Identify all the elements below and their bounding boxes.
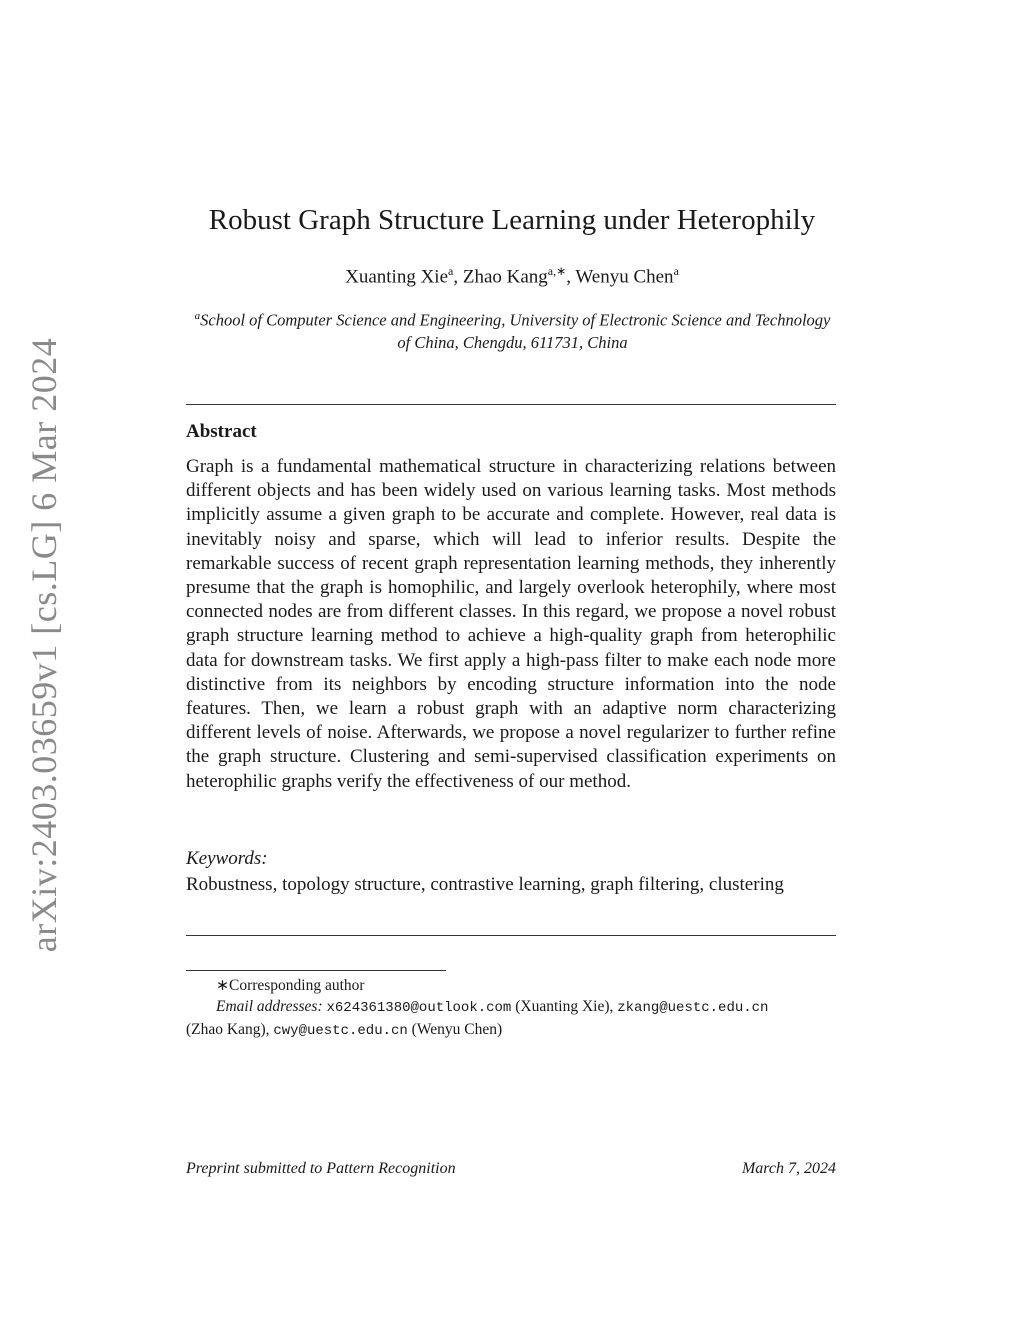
page-footer: [186, 1160, 836, 1178]
affiliation-mark: a: [194, 310, 201, 322]
corresponding-author-note: ∗Corresponding author: [216, 977, 365, 994]
email-note: [186, 996, 836, 1019]
email-note-continued: [186, 1019, 836, 1042]
author-affil-mark: a: [448, 264, 454, 278]
footnote-rule: [186, 970, 446, 971]
email-label: Email addresses:: [216, 998, 323, 1015]
email-address: cwy@uestc.edu.cn: [273, 1023, 408, 1039]
footer-journal: Preprint submitted to Pattern Recognition: [186, 1160, 456, 1177]
paper-title: Robust Graph Structure Learning under Heterophily: [208, 204, 816, 236]
author-name: Zhao Kang: [462, 266, 548, 288]
author-affil-mark: a,∗: [547, 264, 567, 278]
email-address: x624361380@outlook.com: [326, 1000, 512, 1016]
affiliation: [190, 305, 835, 354]
keywords-heading: Keywords:: [186, 848, 268, 869]
email-owner: (Xuanting Xie),: [515, 998, 614, 1015]
email-owner: (Wenyu Chen): [411, 1021, 503, 1038]
arxiv-stamp: [14, 337, 74, 953]
abstract-text: Graph is a fundamental mathematical structure in characterizing relations between different objects and has been widely used on various learning tasks. Most methods implicitly assume a given graph to be accurate and complete. However, real data is inevitably noisy and sparse, which will lead to inferior results. Despite the remarkable success of recent graph representation learning methods, they inherently presume that the graph is homophilic, and largely overlook heterophily, where most connected nodes are from different classes. In this regard, we propose a novel robust graph structure learning method to achieve a high-quality graph from heterophilic data for downstream tasks. We first apply a high-pass filter to make each node more distinctive from its neighbors by encoding structure information into the node features. Then, we learn a robust graph with an adaptive norm characterizing different levels of noise. Afterwards, we propose a novel regularizer to further refine the graph structure. Clustering and semi-supervised classification experiments on heterophilic graphs verify the effectiveness of our method.: [186, 456, 836, 792]
author-name: Xuanting Xie: [345, 266, 449, 288]
author-name: Wenyu Chen: [575, 266, 674, 288]
abstract-heading: Abstract: [186, 421, 257, 442]
email-address: zkang@uestc.edu.cn: [617, 1000, 769, 1016]
footnotes: [186, 975, 836, 1042]
keywords-text: Robustness, topology structure, contrastive learning, graph filtering, clustering: [186, 874, 784, 895]
footer-date: March 7, 2024: [741, 1160, 836, 1177]
arxiv-id-text: arXiv:2403.03659v1 [cs.LG] 6 Mar 2024: [24, 337, 64, 953]
author-separator: ,: [566, 266, 576, 288]
abstract-top-rule: [186, 404, 836, 405]
author-affil-mark: a: [673, 264, 679, 278]
author-list: [0, 264, 1024, 288]
affiliation-text: School of Computer Science and Engineering, University of Electronic Science and Technology of China, Chengdu, 611731, China: [200, 310, 831, 352]
author-separator: ,: [453, 266, 463, 288]
abstract-bottom-rule: [186, 935, 836, 936]
email-owner: (Zhao Kang),: [186, 1021, 270, 1038]
